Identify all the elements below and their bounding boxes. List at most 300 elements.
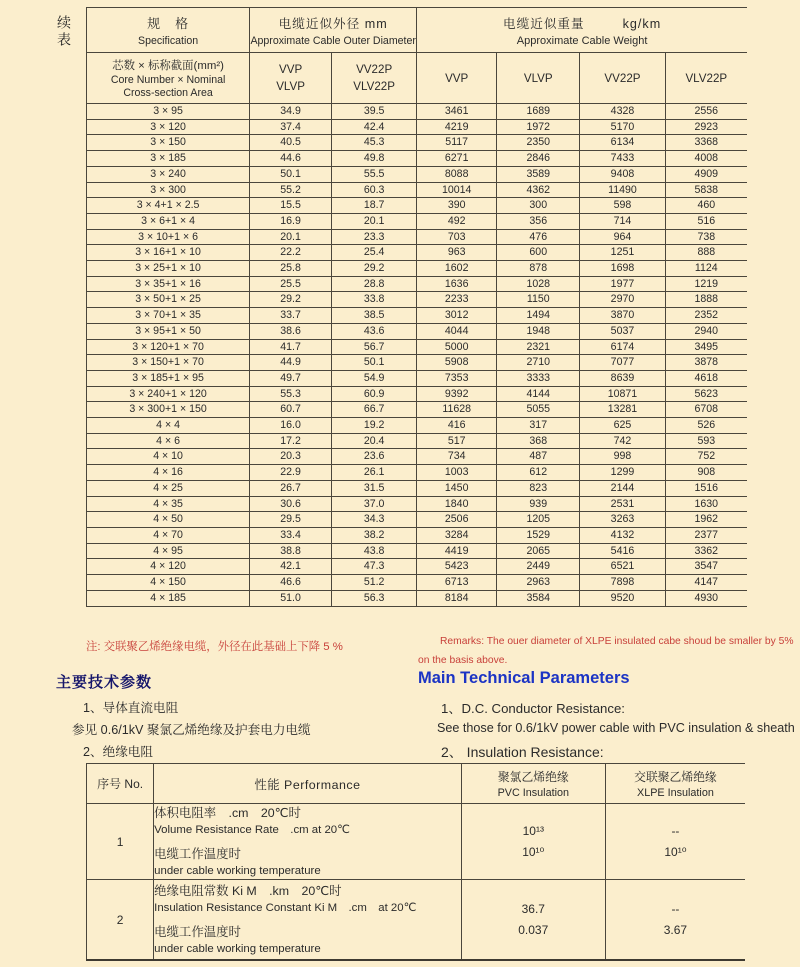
- value-cell: 56.7: [332, 339, 417, 355]
- type-vlvp: VLVP: [276, 80, 305, 93]
- value-cell: 5117: [417, 135, 497, 151]
- spec-cell: 3 × 150: [87, 135, 250, 151]
- value-cell: 33.4: [250, 527, 332, 543]
- xlpe-value-cell: [605, 880, 745, 961]
- weight-type-col-3: VV22P: [580, 53, 665, 104]
- value-cell: 39.5: [332, 104, 417, 120]
- value-cell: 50.1: [332, 355, 417, 371]
- spec-cell: 4 × 4: [87, 418, 250, 434]
- value-cell: 4362: [497, 182, 580, 198]
- value-cell: 4132: [580, 527, 665, 543]
- pvc-value-bottom: 10¹⁰: [522, 844, 545, 859]
- xlpe-header-en: XLPE Insulation: [637, 787, 714, 799]
- value-cell: 26.1: [332, 465, 417, 481]
- value-cell: 6134: [580, 135, 665, 151]
- value-cell: 9520: [580, 590, 665, 606]
- value-cell: 29.5: [250, 512, 332, 528]
- core-section-cn: 芯数 × 标称截面(mm²): [112, 60, 224, 72]
- value-cell: 55.3: [250, 386, 332, 402]
- value-cell: 2846: [497, 151, 580, 167]
- value-cell: 20.1: [332, 213, 417, 229]
- xlpe-value-top: --: [671, 901, 680, 916]
- value-cell: 492: [417, 213, 497, 229]
- value-cell: 1698: [580, 261, 665, 277]
- spec-cell: 3 × 120+1 × 70: [87, 339, 250, 355]
- continued-table-label: 续表: [56, 15, 72, 49]
- perf-line-cn-2: 电缆工作温度时: [154, 847, 241, 861]
- spec-cell: 4 × 70: [87, 527, 250, 543]
- cable-spec-table: [86, 7, 747, 607]
- value-cell: 25.8: [250, 261, 332, 277]
- value-cell: 43.8: [332, 543, 417, 559]
- value-cell: 1150: [497, 292, 580, 308]
- spec-table-row: [87, 433, 748, 449]
- value-cell: 2065: [497, 543, 580, 559]
- perf-line-cn-1: 体积电阻率 .cm 20℃时: [154, 806, 301, 820]
- spec-table-row: [87, 370, 748, 386]
- spec-table-header-row-1: [87, 8, 748, 53]
- params-header-row: [87, 764, 746, 804]
- value-cell: 20.1: [250, 229, 332, 245]
- value-cell: 2506: [417, 512, 497, 528]
- remark-en: Remarks: The ouer diameter of XLPE insulated cabe shoud be smaller by 5% on the basis above.: [418, 636, 794, 666]
- spec-table-row: [87, 386, 748, 402]
- value-cell: 5908: [417, 355, 497, 371]
- spec-table-row: [87, 355, 748, 371]
- value-cell: 4044: [417, 323, 497, 339]
- value-cell: 15.5: [250, 198, 332, 214]
- spec-table-row: [87, 402, 748, 418]
- value-cell: 23.3: [332, 229, 417, 245]
- spec-table-row: [87, 575, 748, 591]
- value-cell: 2352: [665, 308, 747, 324]
- value-cell: 49.8: [332, 151, 417, 167]
- technical-parameters-table: [86, 763, 745, 961]
- value-cell: 43.6: [332, 323, 417, 339]
- spec-cell: 3 × 25+1 × 10: [87, 261, 250, 277]
- value-cell: 46.6: [250, 575, 332, 591]
- spec-cell: 4 × 16: [87, 465, 250, 481]
- right-list-item-2: See those for 0.6/1kV power cable with PVC insulation & sheath: [437, 721, 795, 735]
- value-cell: 60.9: [332, 386, 417, 402]
- spec-table-row: [87, 512, 748, 528]
- value-cell: 1003: [417, 465, 497, 481]
- type-vlv22p: VLV22P: [353, 80, 395, 93]
- value-cell: 963: [417, 245, 497, 261]
- value-cell: 28.8: [332, 276, 417, 292]
- value-cell: 517: [417, 433, 497, 449]
- value-cell: 33.8: [332, 292, 417, 308]
- value-cell: 823: [497, 480, 580, 496]
- value-cell: 714: [580, 213, 665, 229]
- value-cell: 60.3: [332, 182, 417, 198]
- value-cell: 703: [417, 229, 497, 245]
- spec-table-row: [87, 543, 748, 559]
- value-cell: 34.9: [250, 104, 332, 120]
- row-number: 1: [87, 804, 154, 880]
- performance-cell: [154, 804, 462, 880]
- value-cell: 23.6: [332, 449, 417, 465]
- spec-cell: 3 × 150+1 × 70: [87, 355, 250, 371]
- weight-header: [417, 8, 747, 53]
- value-cell: 38.2: [332, 527, 417, 543]
- pvc-value-cell: [461, 804, 605, 880]
- value-cell: 460: [665, 198, 747, 214]
- value-cell: 1219: [665, 276, 747, 292]
- value-cell: 8639: [580, 370, 665, 386]
- value-cell: 66.7: [332, 402, 417, 418]
- spec-table-row: [87, 418, 748, 434]
- value-cell: 1888: [665, 292, 747, 308]
- spec-cell: 4 × 25: [87, 480, 250, 496]
- weight-header-en: Approximate Cable Weight: [516, 35, 648, 47]
- value-cell: 13281: [580, 402, 665, 418]
- pvc-header-cn: 聚氯乙烯绝缘: [497, 770, 569, 784]
- value-cell: 3547: [665, 559, 747, 575]
- value-cell: 1028: [497, 276, 580, 292]
- value-cell: 416: [417, 418, 497, 434]
- value-cell: 6174: [580, 339, 665, 355]
- right-list-item-3: 2、 Insulation Resistance:: [441, 744, 604, 760]
- spec-table-row: [87, 527, 748, 543]
- left-list-item-3: 2、绝缘电阻: [83, 745, 153, 759]
- value-cell: 37.4: [250, 119, 332, 135]
- row-number: 2: [87, 880, 154, 961]
- value-cell: 50.1: [250, 166, 332, 182]
- value-cell: 3461: [417, 104, 497, 120]
- value-cell: 44.9: [250, 355, 332, 371]
- value-cell: 1630: [665, 496, 747, 512]
- value-cell: 1948: [497, 323, 580, 339]
- value-cell: 10871: [580, 386, 665, 402]
- spec-table-row: [87, 151, 748, 167]
- value-cell: 2963: [497, 575, 580, 591]
- value-cell: 742: [580, 433, 665, 449]
- perf-line-en-2: under cable working temperature: [154, 865, 321, 877]
- value-cell: 30.6: [250, 496, 332, 512]
- spec-cell: 3 × 4+1 × 2.5: [87, 198, 250, 214]
- value-cell: 38.6: [250, 323, 332, 339]
- value-cell: 3584: [497, 590, 580, 606]
- remark-cn: 注: 交联聚乙烯绝缘电缆，外径在此基础上下降 5 %: [86, 641, 343, 653]
- value-cell: 4147: [665, 575, 747, 591]
- spec-table-row: [87, 449, 748, 465]
- value-cell: 11628: [417, 402, 497, 418]
- left-list-item-2: 参见 0.6/1kV 聚氯乙烯绝缘及护套电力电缆: [72, 723, 311, 737]
- diameter-header-cn: 电缆近似外径 mm: [278, 17, 388, 31]
- value-cell: 55.5: [332, 166, 417, 182]
- value-cell: 3263: [580, 512, 665, 528]
- spec-cell: 3 × 70+1 × 35: [87, 308, 250, 324]
- value-cell: 18.7: [332, 198, 417, 214]
- diameter-type-col-2: [332, 53, 417, 104]
- value-cell: 526: [665, 418, 747, 434]
- spec-table-row: [87, 276, 748, 292]
- pvc-value-top: 36.7: [521, 901, 545, 916]
- value-cell: 3589: [497, 166, 580, 182]
- spec-table-row: [87, 496, 748, 512]
- perf-line-en-1: Volume Resistance Rate .cm at 20℃: [154, 824, 350, 836]
- spec-table-row: [87, 559, 748, 575]
- value-cell: 476: [497, 229, 580, 245]
- value-cell: 5423: [417, 559, 497, 575]
- spec-table-row: [87, 245, 748, 261]
- core-section-header: [87, 53, 250, 104]
- value-cell: 390: [417, 198, 497, 214]
- value-cell: 734: [417, 449, 497, 465]
- pvc-value-bottom: 0.037: [518, 922, 549, 937]
- value-cell: 11490: [580, 182, 665, 198]
- value-cell: 9408: [580, 166, 665, 182]
- value-cell: 2923: [665, 119, 747, 135]
- value-cell: 1494: [497, 308, 580, 324]
- perf-line-cn-2: 电缆工作温度时: [154, 925, 241, 939]
- value-cell: 4909: [665, 166, 747, 182]
- value-cell: 908: [665, 465, 747, 481]
- value-cell: 10014: [417, 182, 497, 198]
- spec-table-row: [87, 135, 748, 151]
- value-cell: 2233: [417, 292, 497, 308]
- value-cell: 5623: [665, 386, 747, 402]
- value-cell: 1972: [497, 119, 580, 135]
- spec-cell: 3 × 95+1 × 50: [87, 323, 250, 339]
- spec-cell: 4 × 185: [87, 590, 250, 606]
- params-row-1: [87, 804, 746, 880]
- value-cell: 22.2: [250, 245, 332, 261]
- spec-table-row: [87, 292, 748, 308]
- value-cell: 878: [497, 261, 580, 277]
- value-cell: 54.9: [332, 370, 417, 386]
- value-cell: 4419: [417, 543, 497, 559]
- weight-type-col-4: VLV22P: [665, 53, 747, 104]
- value-cell: 1602: [417, 261, 497, 277]
- spec-cell: 4 × 120: [87, 559, 250, 575]
- spec-cell: 3 × 240+1 × 120: [87, 386, 250, 402]
- value-cell: 17.2: [250, 433, 332, 449]
- spec-cell: 3 × 6+1 × 4: [87, 213, 250, 229]
- value-cell: 5838: [665, 182, 747, 198]
- value-cell: 3878: [665, 355, 747, 371]
- value-cell: 2556: [665, 104, 747, 120]
- value-cell: 1450: [417, 480, 497, 496]
- value-cell: 31.5: [332, 480, 417, 496]
- value-cell: 5170: [580, 119, 665, 135]
- value-cell: 42.4: [332, 119, 417, 135]
- value-cell: 7353: [417, 370, 497, 386]
- value-cell: 7077: [580, 355, 665, 371]
- spec-cell: 4 × 6: [87, 433, 250, 449]
- value-cell: 1962: [665, 512, 747, 528]
- section-title-en: Main Technical Parameters: [418, 669, 630, 687]
- value-cell: 516: [665, 213, 747, 229]
- value-cell: 9392: [417, 386, 497, 402]
- spec-table-row: [87, 182, 748, 198]
- value-cell: 19.2: [332, 418, 417, 434]
- xlpe-value-bottom: 10¹⁰: [664, 844, 687, 859]
- spec-cell: 3 × 185: [87, 151, 250, 167]
- value-cell: 888: [665, 245, 747, 261]
- spec-cell: 3 × 10+1 × 6: [87, 229, 250, 245]
- value-cell: 60.7: [250, 402, 332, 418]
- value-cell: 40.5: [250, 135, 332, 151]
- spec-cell: 3 × 16+1 × 10: [87, 245, 250, 261]
- value-cell: 3870: [580, 308, 665, 324]
- type-vvp: VVP: [278, 63, 303, 76]
- value-cell: 752: [665, 449, 747, 465]
- spec-table-row: [87, 339, 748, 355]
- core-section-en-1: Core Number × Nominal: [110, 74, 226, 86]
- value-cell: 1977: [580, 276, 665, 292]
- value-cell: 38.8: [250, 543, 332, 559]
- no-column-header: 序号 No.: [87, 764, 154, 804]
- value-cell: 41.7: [250, 339, 332, 355]
- spec-cell: 4 × 35: [87, 496, 250, 512]
- value-cell: 29.2: [332, 261, 417, 277]
- pvc-header-en: PVC Insulation: [497, 787, 569, 799]
- specification-header: [87, 8, 250, 53]
- value-cell: 3495: [665, 339, 747, 355]
- value-cell: 22.9: [250, 465, 332, 481]
- weight-type-col-2: VLVP: [497, 53, 580, 104]
- specification-header-en: Specification: [138, 35, 199, 47]
- performance-column-header: 性能 Performance: [154, 764, 462, 804]
- value-cell: 1205: [497, 512, 580, 528]
- spec-table-row: [87, 198, 748, 214]
- spec-cell: 3 × 95: [87, 104, 250, 120]
- value-cell: 1636: [417, 276, 497, 292]
- spec-table-header-row-2: [87, 53, 748, 104]
- xlpe-value-cell: [605, 804, 745, 880]
- value-cell: 37.0: [332, 496, 417, 512]
- value-cell: 3012: [417, 308, 497, 324]
- value-cell: 51.0: [250, 590, 332, 606]
- spec-cell: 4 × 50: [87, 512, 250, 528]
- value-cell: 368: [497, 433, 580, 449]
- value-cell: 2531: [580, 496, 665, 512]
- value-cell: 4219: [417, 119, 497, 135]
- value-cell: 8184: [417, 590, 497, 606]
- value-cell: 1124: [665, 261, 747, 277]
- value-cell: 625: [580, 418, 665, 434]
- xlpe-value-top: --: [671, 823, 680, 838]
- value-cell: 34.3: [332, 512, 417, 528]
- value-cell: 2449: [497, 559, 580, 575]
- pvc-value-top: 10¹³: [522, 823, 544, 838]
- value-cell: 29.2: [250, 292, 332, 308]
- value-cell: 6708: [665, 402, 747, 418]
- value-cell: 3362: [665, 543, 747, 559]
- spec-cell: 3 × 120: [87, 119, 250, 135]
- core-section-en-2: Cross-section Area: [123, 87, 213, 99]
- value-cell: 600: [497, 245, 580, 261]
- value-cell: 738: [665, 229, 747, 245]
- value-cell: 3368: [665, 135, 747, 151]
- value-cell: 487: [497, 449, 580, 465]
- value-cell: 300: [497, 198, 580, 214]
- value-cell: 612: [497, 465, 580, 481]
- xlpe-value-bottom: 3.67: [663, 922, 688, 937]
- value-cell: 51.2: [332, 575, 417, 591]
- value-cell: 4618: [665, 370, 747, 386]
- performance-cell: [154, 880, 462, 961]
- spec-table-row: [87, 323, 748, 339]
- value-cell: 4008: [665, 151, 747, 167]
- left-list-item-1: 1、导体直流电阻: [83, 701, 179, 715]
- spec-table-row: [87, 308, 748, 324]
- pvc-column-header: [461, 764, 605, 804]
- spec-table-body: [87, 104, 748, 607]
- value-cell: 2970: [580, 292, 665, 308]
- value-cell: 2144: [580, 480, 665, 496]
- value-cell: 47.3: [332, 559, 417, 575]
- diameter-header: [250, 8, 417, 53]
- spec-cell: 3 × 300: [87, 182, 250, 198]
- spec-table-row: [87, 213, 748, 229]
- value-cell: 25.5: [250, 276, 332, 292]
- value-cell: 2321: [497, 339, 580, 355]
- value-cell: 1516: [665, 480, 747, 496]
- spec-cell: 4 × 10: [87, 449, 250, 465]
- value-cell: 1299: [580, 465, 665, 481]
- value-cell: 49.7: [250, 370, 332, 386]
- diameter-type-col-1: [250, 53, 332, 104]
- value-cell: 593: [665, 433, 747, 449]
- weight-unit: kg/km: [622, 17, 662, 31]
- value-cell: 3284: [417, 527, 497, 543]
- value-cell: 2940: [665, 323, 747, 339]
- value-cell: 8088: [417, 166, 497, 182]
- value-cell: 25.4: [332, 245, 417, 261]
- specification-header-cn: 规 格: [147, 16, 190, 31]
- spec-cell: 3 × 300+1 × 150: [87, 402, 250, 418]
- value-cell: 5037: [580, 323, 665, 339]
- weight-type-col-1: VVP: [417, 53, 497, 104]
- spec-table-row: [87, 229, 748, 245]
- value-cell: 6271: [417, 151, 497, 167]
- value-cell: 6521: [580, 559, 665, 575]
- value-cell: 5055: [497, 402, 580, 418]
- params-row-2: [87, 880, 746, 961]
- value-cell: 38.5: [332, 308, 417, 324]
- pvc-value-cell: [461, 880, 605, 961]
- value-cell: 964: [580, 229, 665, 245]
- value-cell: 356: [497, 213, 580, 229]
- value-cell: 42.1: [250, 559, 332, 575]
- xlpe-column-header: [605, 764, 745, 804]
- value-cell: 939: [497, 496, 580, 512]
- value-cell: 7433: [580, 151, 665, 167]
- spec-cell: 3 × 35+1 × 16: [87, 276, 250, 292]
- value-cell: 2377: [665, 527, 747, 543]
- spec-table-row: [87, 590, 748, 606]
- value-cell: 998: [580, 449, 665, 465]
- remarks-row: [86, 632, 795, 668]
- value-cell: 317: [497, 418, 580, 434]
- diameter-header-en: Approximate Cable Outer Diameter: [250, 35, 416, 47]
- perf-line-en-2: under cable working temperature: [154, 943, 321, 955]
- spec-table-row: [87, 465, 748, 481]
- spec-cell: 3 × 50+1 × 25: [87, 292, 250, 308]
- value-cell: 33.7: [250, 308, 332, 324]
- value-cell: 2350: [497, 135, 580, 151]
- spec-cell: 3 × 240: [87, 166, 250, 182]
- value-cell: 56.3: [332, 590, 417, 606]
- weight-header-cn: 电缆近似重量: [503, 17, 585, 31]
- value-cell: 1689: [497, 104, 580, 120]
- spec-table-row: [87, 104, 748, 120]
- value-cell: 598: [580, 198, 665, 214]
- spec-cell: 4 × 95: [87, 543, 250, 559]
